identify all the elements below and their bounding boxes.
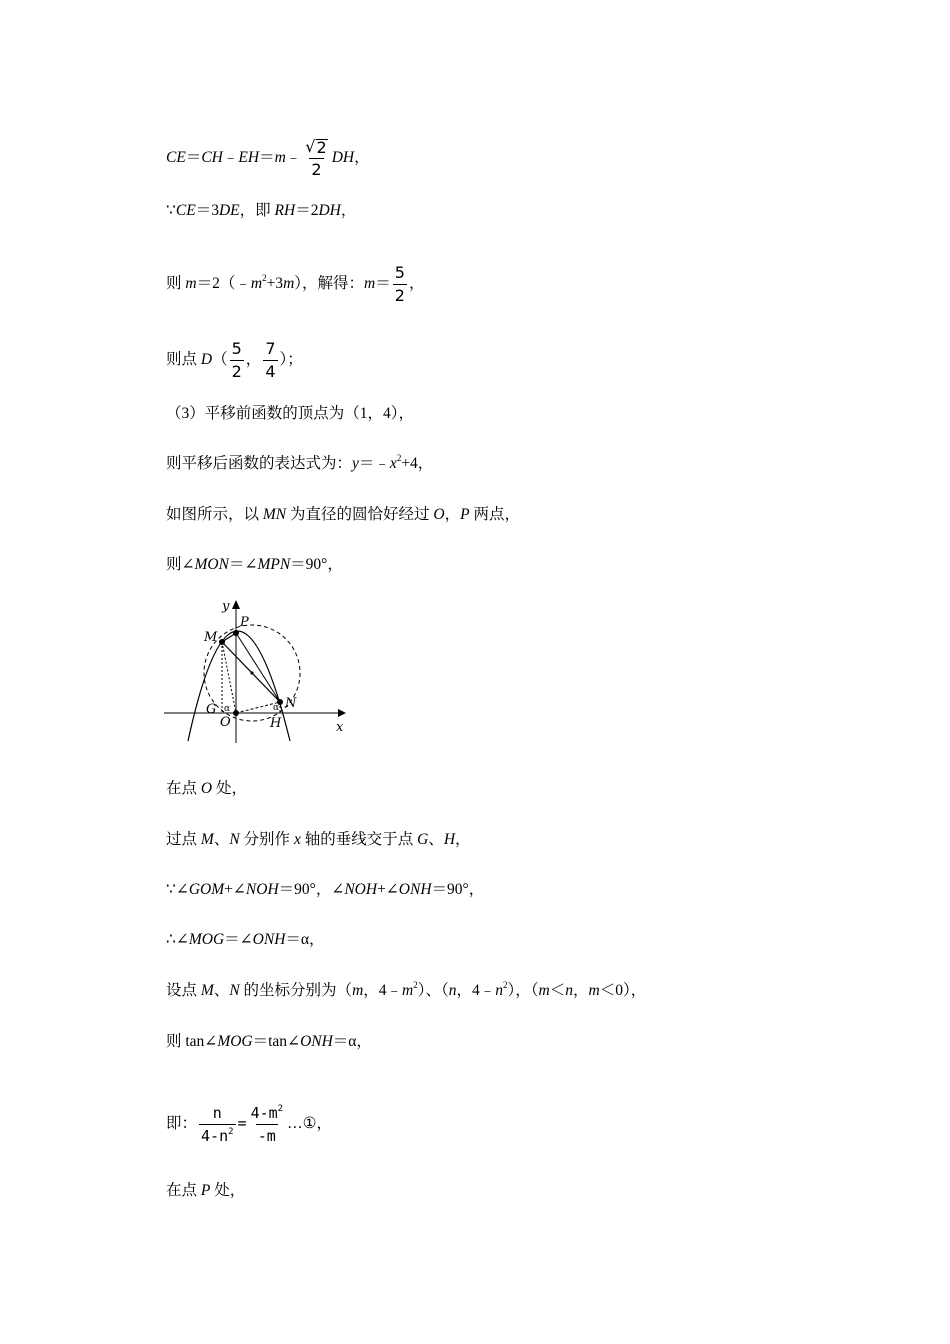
- fraction-n-over-4-n2: $\frac{n}{4-n^2}$: [201, 1104, 234, 1145]
- line-equal-angles: ∴∠MOG＝∠ONH＝α，: [166, 931, 325, 948]
- line-point-d: 则点 D（ $\frac{5}{2}$ ， $\frac{7}{4}$ ）；: [166, 339, 303, 381]
- fraction-5-over-2: $\frac{5}{2}$: [394, 263, 405, 305]
- fraction-7-over-4: $\frac{7}{4}$: [265, 339, 276, 381]
- label-y: y: [222, 599, 230, 614]
- segment-pn: [236, 633, 280, 702]
- y-axis-arrow: [232, 600, 240, 609]
- x-axis-arrow: [338, 709, 346, 717]
- segment-mo: [222, 642, 236, 713]
- label-n: N: [285, 696, 297, 711]
- line-right-angles: 则∠MON＝∠MPN＝90°，: [166, 556, 343, 573]
- line-perpendiculars: 过点 M、N 分别作 x 轴的垂线交于点 G、H，: [166, 831, 471, 848]
- fraction-5-over-2: $\frac{5}{2}$: [231, 339, 242, 381]
- label-o: O: [220, 715, 231, 730]
- point-o: [233, 710, 239, 716]
- point-m: [219, 639, 225, 645]
- label-x: x: [336, 720, 344, 735]
- line-solve-m: 则 $m=2(﹣m^2+3m)$，解得：m＝ $\frac{5}{2}$ ，: [166, 263, 425, 305]
- line-ce-3de: ∵CE＝3DE，即 RH＝2DH，: [166, 202, 357, 219]
- point-p: [233, 630, 239, 636]
- line-part3-vertex: （3）平移前函数的顶点为（1，4），: [166, 405, 415, 422]
- line-at-point-p: 在点 P 处，: [166, 1182, 246, 1199]
- label-m: M: [204, 630, 218, 645]
- line-angle-sums: ∵∠GOM+∠NOH＝90°，∠NOH+∠ONH＝90°，: [166, 881, 485, 898]
- line-coordinates: 设点 M、N 的坐标分别为（m，$4﹣m^2$）、（n，$4﹣n^2$），（m＜n，m＜0），: [166, 980, 647, 999]
- line-translated-expression: 则平移后函数的表达式为：$y=﹣x^2+4$，: [166, 453, 434, 472]
- label-h: H: [270, 716, 282, 731]
- line-circle-diameter: 如图所示，以 MN 为直径的圆恰好经过 O，P 两点，: [166, 506, 520, 523]
- line-equation-1: 即： $\frac{n}{4-n^2}$ = $\frac{4-m^2}{-m}$ …①，: [166, 1104, 332, 1145]
- line-at-point-o: 在点 O 处，: [166, 780, 247, 797]
- line-ce-ch-eh: CE＝CH﹣EH＝m﹣ √ 2 2 DH，: [166, 137, 370, 179]
- fraction-4-m2-over-neg-m: $\frac{4-m^2}{-m}$: [250, 1104, 284, 1145]
- line-tan-equal: 则 tan∠MOG＝tan∠ONH＝α，: [166, 1033, 372, 1050]
- label-alpha-at-n: α: [273, 703, 280, 713]
- parabola-circle-figure: [160, 597, 350, 745]
- circle-center: [250, 671, 253, 674]
- label-alpha-at-o: α: [224, 704, 231, 714]
- fraction-sqrt2-over-2: √ 2 2: [305, 137, 327, 179]
- label-g: G: [206, 702, 217, 717]
- label-p: P: [240, 615, 249, 630]
